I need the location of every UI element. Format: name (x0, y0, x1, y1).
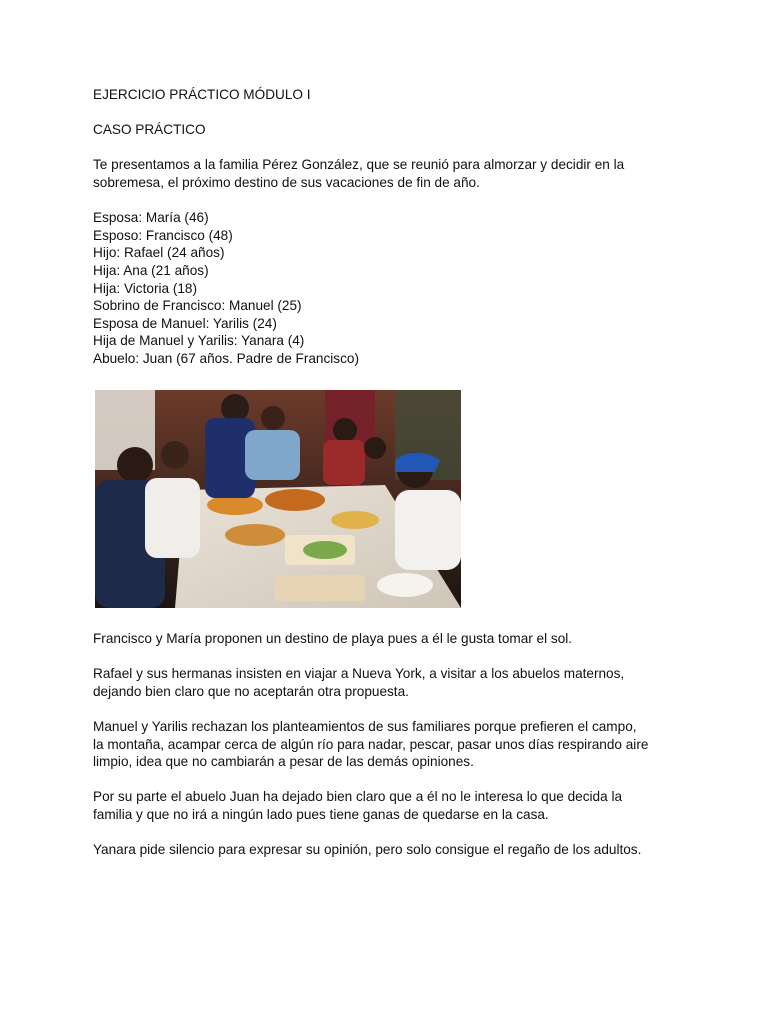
document-subtitle: CASO PRÁCTICO (93, 122, 206, 138)
family-member: Esposa de Manuel: Yarilis (24) (93, 315, 277, 331)
paragraph: Manuel y Yarilis rechazan los planteamientos de sus familiares porque prefieren el campo, la montaña, acampar cerca de algún río para nadar, pescar, pasar unos días respirando aire limpio, idea que no cambiarán a pesar de las demás opiniones. (93, 718, 649, 770)
plate (377, 573, 433, 597)
family-member: Hijo: Rafael (24 años) (93, 245, 225, 261)
dish-4 (225, 524, 285, 546)
family-member: Hija: Victoria (18) (93, 280, 198, 296)
paragraph: Rafael y sus hermanas insisten en viajar a Nueva York, a visitar a los abuelos maternos, dejando bien claro que no aceptarán otra propuesta. (93, 666, 625, 699)
person-head (333, 418, 357, 442)
person-head (161, 441, 189, 469)
family-list (93, 209, 693, 367)
family-dinner-photo (95, 390, 461, 608)
person-head (261, 406, 285, 430)
person-white-shirt (395, 490, 461, 570)
family-dinner-illustration (95, 390, 461, 608)
paragraph: Por su parte el abuelo Juan ha dejado bien claro que a él no le interesa lo que decida la familia y que no irá a ningún lado pues tiene ganas de quedarse en la casa. (93, 789, 623, 822)
family-member: Hija de Manuel y Yarilis: Yanara (4) (93, 333, 305, 349)
person-striped-shirt (245, 430, 300, 480)
paragraph: Yanara pide silencio para expresar su opinión, pero solo consigue el regaño de los adultos. (93, 842, 642, 858)
family-member: Esposa: María (46) (93, 210, 209, 226)
intro-paragraph: Te presentamos a la familia Pérez González, que se reunió para almorzar y decidir en la sobremesa, el próximo destino de sus vacaciones de fin de año. (93, 157, 625, 190)
tray (275, 575, 365, 601)
salad (303, 541, 347, 559)
dish-3 (331, 511, 379, 529)
dish-2 (265, 489, 325, 511)
family-member: Sobrino de Francisco: Manuel (25) (93, 298, 302, 314)
family-member: Esposo: Francisco (48) (93, 227, 233, 243)
paragraph: Francisco y María proponen un destino de playa pues a él le gusta tomar el sol. (93, 631, 573, 646)
person-head (364, 437, 386, 459)
family-member: Abuelo: Juan (67 años. Padre de Francisco) (93, 350, 359, 366)
family-member: Hija: Ana (21 años) (93, 262, 209, 278)
person-red-shirt (323, 440, 365, 485)
person-head (117, 447, 153, 483)
document-title: EJERCICIO PRÁCTICO MÓDULO I (93, 87, 311, 102)
person-head (221, 394, 249, 422)
document-body (93, 630, 693, 859)
person-white-shirt (145, 478, 200, 558)
document-header (93, 86, 693, 368)
